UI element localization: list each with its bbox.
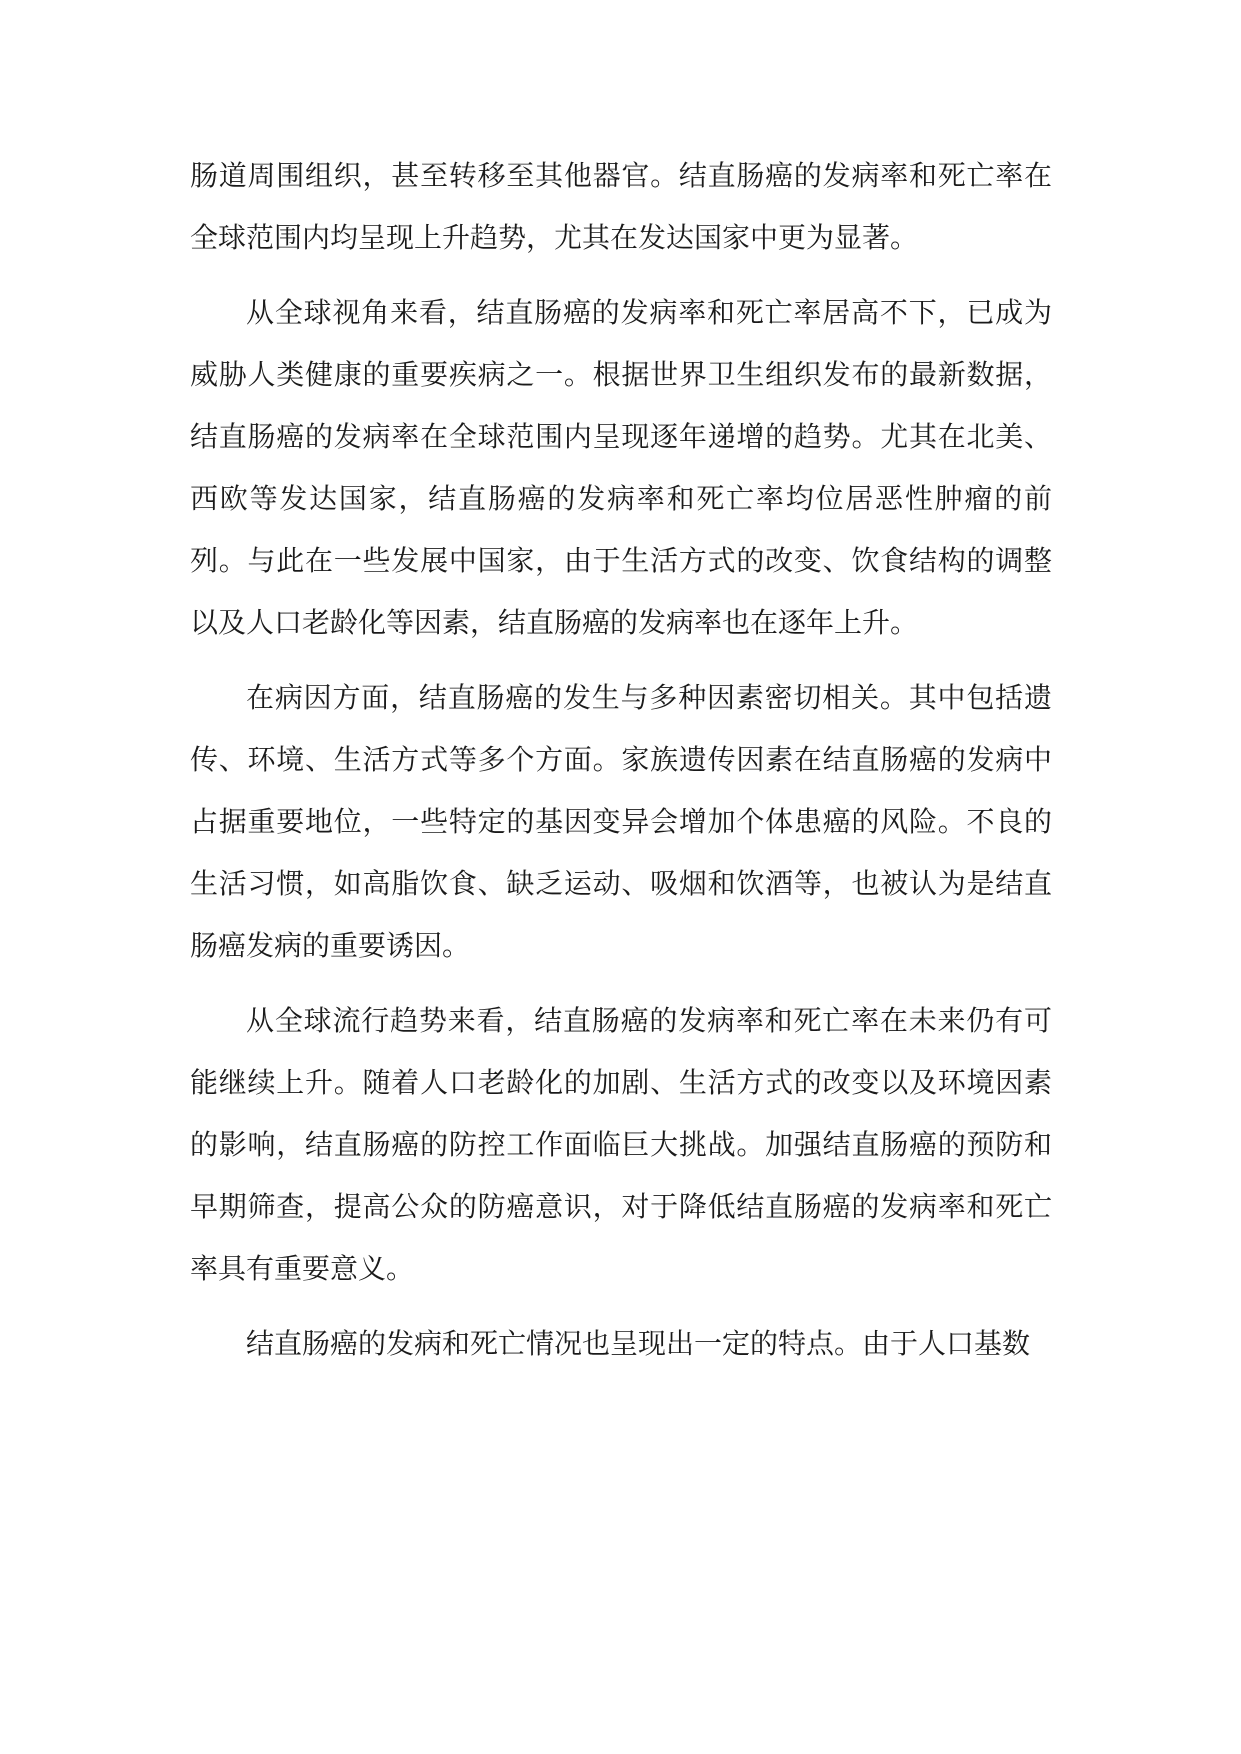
paragraph-global-perspective: 从全球视角来看，结直肠癌的发病率和死亡率居高不下，已成为威胁人类健康的重要疾病之一。根据世界卫生组织发布的最新数据，结直肠癌的发病率在全球范围内呈现逐年递增的趋势。尤其在北美、西欧等发达国家，结直肠癌的发病率和死亡率均位居恶性肿瘤的前列。与此在一些发展中国家，由于生活方式的改变、饮食结构的调整以及人口老龄化等因素，结直肠癌的发病率也在逐年上升。 bbox=[190, 296, 1052, 639]
paragraph-etiology: 在病因方面，结直肠癌的发生与多种因素密切相关。其中包括遗传、环境、生活方式等多个方面。家族遗传因素在结直肠癌的发病中占据重要地位，一些特定的基因变异会增加个体患癌的风险。不良的生活习惯，如高脂饮食、缺乏运动、吸烟和饮酒等，也被认为是结直肠癌发病的重要诱因。 bbox=[190, 681, 1052, 962]
paragraph-characteristics: 结直肠癌的发病和死亡情况也呈现出一定的特点。由于人口基数 bbox=[246, 1327, 1031, 1360]
body-text bbox=[190, 145, 1052, 1388]
paragraph-continuation: 肠道周围组织，甚至转移至其他器官。结直肠癌的发病率和死亡率在全球范围内均呈现上升趋势，尤其在发达国家中更为显著。 bbox=[190, 159, 1052, 254]
paragraph-trends: 从全球流行趋势来看，结直肠癌的发病率和死亡率在未来仍有可能继续上升。随着人口老龄化的加剧、生活方式的改变以及环境因素的影响，结直肠癌的防控工作面临巨大挑战。加强结直肠癌的预防和早期筛查，提高公众的防癌意识，对于降低结直肠癌的发病率和死亡率具有重要意义。 bbox=[190, 1004, 1052, 1285]
